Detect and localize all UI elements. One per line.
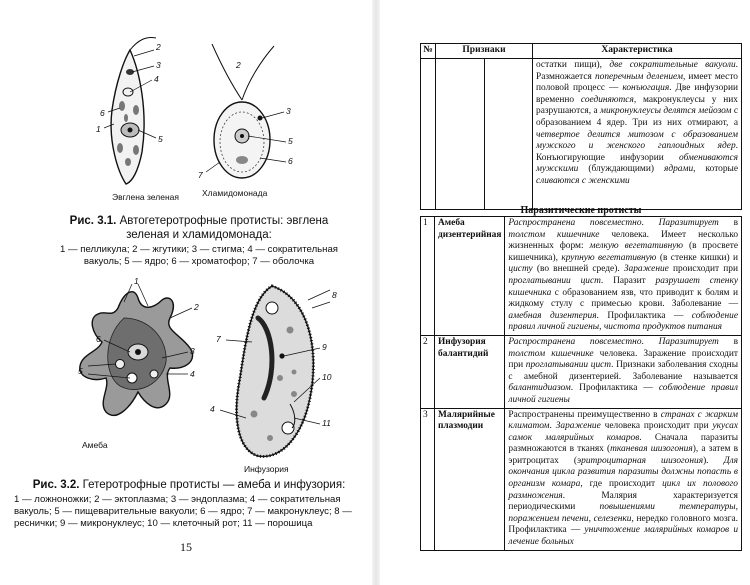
emphasis-text: цикл их полового размножения [508, 479, 738, 501]
marker-11: 11 [322, 418, 331, 428]
emphasis-text: уничтожение малярийных комаров и лечение больных [508, 525, 739, 548]
figure-3-2-caption [14, 478, 364, 530]
emphasis-text: микронуклеусы делятся мейозом [599, 106, 732, 117]
row-number: 2 [421, 335, 435, 408]
body-text: . Профилактика — [570, 383, 659, 394]
body-text: . Размножается [536, 60, 738, 82]
marker-2: 2 [156, 42, 161, 52]
body-text: . Признаки заболевания сходны с амебной дизентерией. Заболевание называется [508, 360, 738, 382]
emphasis-text: Для окончания цикла развития паразиты должны попасть в организм комара [508, 455, 738, 490]
body-text: человека. Заражение происходит при [508, 348, 739, 371]
emphasis-text: проглатывании цист [525, 360, 612, 371]
marker-1: 1 [134, 278, 139, 286]
emphasis-text: странах с жарким климатом [508, 409, 739, 432]
figure-3-1-caption [48, 214, 350, 268]
emphasis-text: проглатывании цист [508, 275, 601, 286]
figure-3-1-drawing [90, 32, 320, 210]
body-text: (блуждающими) [578, 164, 665, 175]
row-number: 1 [421, 217, 435, 336]
figure-3-2-drawing [58, 278, 348, 476]
body-text: . [641, 218, 659, 228]
left-page [0, 0, 372, 585]
emphasis-text: Заражение [623, 264, 669, 275]
marker-8: 8 [332, 290, 337, 300]
emphasis-text: соблюдение правил личной гигиены [508, 383, 738, 405]
emphasis-text: сливаются с женскими [536, 175, 630, 186]
marker-6: 6 [288, 156, 293, 166]
body-text: остатки пищи), [536, 60, 610, 70]
marker-3: 3 [286, 106, 291, 116]
body-text: ), а затем в эритроцитах ( [508, 444, 739, 466]
figure-3-1-legend: 1 — пелликула; 2 — жгутики; 3 — стигма; 4 — сократительная вакуоль; 5 — ядро; 6 — хроматофор; 7 — оболочка [59, 244, 338, 267]
chlamydomonas-label: Хламидомонада [202, 188, 268, 198]
emphasis-text: соблюдение правил личной гигиены, чистота продуктов питания [508, 310, 738, 333]
right-page [380, 0, 750, 585]
book-spine [372, 0, 380, 585]
emphasis-text: мелкую вегетативную [589, 241, 684, 252]
cell-features [436, 59, 533, 210]
table-row [421, 408, 742, 550]
emphasis-text: ядрами [664, 164, 694, 175]
body-text: , которые [693, 164, 739, 175]
page-number: 15 [180, 540, 192, 554]
emphasis-text: поперечным делением [594, 71, 683, 82]
col-header-number: № [421, 44, 436, 59]
body-text: с образованием 4 ядер. Три из них отмирают, а [536, 106, 738, 128]
protist-name: Инфузория балантидий [435, 335, 505, 408]
body-text: человека. Имеет несколько жизненных форм: [508, 229, 739, 252]
infusoria-label: Инфузория [244, 464, 289, 474]
figure-3-2-title: Рис. 3.2. Гетеротрофные протисты — амеба и инфузория: [32, 479, 346, 491]
body-text: , макронуклеусы у них разрушаются, а [536, 94, 738, 117]
continuation-table [420, 43, 742, 210]
figure-3-2-legend: 1 — ложноножки; 2 — эктоплазма; 3 — эндоплазма; 4 — сократительная вакуоль; 5 — пищеварительные вакуоли; 6 — ядро; 7 — макронуклеус; 8 — реснички; 9 — микронуклеус; 10 — клеточный рот; 11 — порошица [14, 494, 352, 529]
emphasis-text: соединяются [580, 94, 634, 105]
amoeba-illustration [80, 284, 193, 415]
protist-name: Малярийные плазмодии [435, 408, 505, 550]
row-number: 3 [421, 408, 435, 550]
marker-2: 2 [236, 60, 241, 70]
protist-description [505, 408, 742, 550]
marker-4: 4 [190, 369, 195, 379]
table-header-row [421, 44, 742, 59]
emphasis-text: цисту [508, 264, 533, 275]
emphasis-text: укусах самок малярийных комаров [508, 421, 738, 443]
table-row [421, 59, 742, 210]
chlamydomonas-illustration [206, 44, 286, 178]
marker-3: 3 [156, 60, 161, 70]
cell-number [421, 59, 436, 210]
body-text: , где происходит [580, 479, 663, 490]
col-header-characteristic: Характеристика [533, 44, 742, 59]
body-text: . Конъюгирующие инфузории [536, 141, 738, 163]
marker-5: 5 [158, 134, 163, 144]
table-row [421, 335, 742, 408]
emphasis-text: крупную вегетативную [561, 252, 657, 263]
emphasis-text: эритроцитарная шизогония [577, 455, 704, 466]
euglena-label: Эвглена зеленая [112, 192, 179, 202]
col-header-features: Признаки [436, 44, 533, 59]
emphasis-text: Распространена повсеместно [508, 336, 642, 347]
marker-7: 7 [216, 334, 221, 344]
body-text: . Паразит [600, 275, 656, 286]
infusoria-illustration [220, 286, 330, 456]
marker-9: 9 [322, 342, 327, 352]
emphasis-text: Заражение [555, 421, 601, 432]
marker-2: 2 [194, 302, 199, 312]
marker-5: 5 [78, 366, 83, 376]
emphasis-text: Паразитирует [658, 218, 719, 228]
body-text: , нередко головного мозга. Профилактика — [508, 513, 738, 536]
marker-1: 1 [96, 124, 101, 134]
emphasis-text: балантидиазом [508, 383, 571, 394]
body-text: , имеет место половой процесс — [536, 71, 738, 94]
body-text: ). [703, 455, 724, 466]
body-text: (в стенке кишки) и [656, 252, 739, 263]
body-text: (во внешней среде). [532, 264, 624, 275]
euglena-illustration [104, 38, 156, 185]
section-title: Паразитические протисты [520, 205, 642, 216]
emphasis-text: тканевая шизогония [610, 444, 693, 455]
emphasis-text: Паразитирует [658, 336, 719, 347]
marker-10: 10 [322, 372, 332, 382]
emphasis-text: конъюгация [622, 83, 670, 94]
protist-description [505, 335, 742, 408]
body-text: человека происходит при [600, 421, 713, 432]
protist-name: Амеба дизентерийная [435, 217, 505, 336]
body-text: Распространены преимущественно в [508, 409, 661, 420]
emphasis-text: две сократительные вакуоли [609, 60, 736, 70]
body-text: . [549, 421, 556, 432]
marker-4: 4 [154, 74, 159, 84]
emphasis-text: четвертое делится митозом с образованием мужского и женского гаплоидных ядер [536, 129, 738, 152]
body-text: . Профилактика — [596, 310, 692, 321]
body-text: с образованием язв, что приводит к болям и жидкому стулу с примесью крови. Заболевание — [508, 287, 738, 310]
table-row [421, 217, 742, 336]
protist-description [505, 217, 742, 336]
emphasis-text: Распространена повсеместно [508, 218, 642, 228]
body-text: происходит при [668, 264, 738, 275]
body-text: . [641, 336, 659, 347]
emphasis-text: повышениями температуры, поражением печени, селезенки [508, 502, 738, 524]
body-text: . Малярия характеризуется периодическими [508, 490, 738, 513]
body-text: . Сначала паразиты размножаются в тканях ( [508, 432, 738, 455]
body-text: (в просвете кишечника), [508, 241, 738, 263]
parasitic-protists-table [420, 216, 742, 551]
emphasis-text: толстом кишечнике [508, 229, 600, 240]
body-text: . Две инфузории временно [536, 83, 738, 105]
marker-6: 6 [100, 108, 105, 118]
emphasis-text: толстом кишечнике [508, 348, 594, 359]
body-text: в [718, 218, 739, 228]
body-text: в [718, 336, 739, 347]
amoeba-label: Амеба [82, 440, 108, 450]
figure-3-1-title: Рис. 3.1. Автогетеротрофные протисты: эвглена зеленая и хламидомонада: [69, 215, 329, 241]
marker-6: 6 [96, 334, 101, 344]
emphasis-text: разрушает стенку кишечника [508, 275, 738, 298]
emphasis-text: обмениваются мужскими [536, 152, 738, 175]
cell-characteristic [533, 59, 742, 210]
marker-4: 4 [210, 404, 215, 414]
marker-5: 5 [288, 136, 293, 146]
marker-7: 7 [198, 170, 203, 180]
emphasis-text: амебная дизентерия [508, 310, 597, 321]
marker-3: 3 [190, 346, 195, 356]
